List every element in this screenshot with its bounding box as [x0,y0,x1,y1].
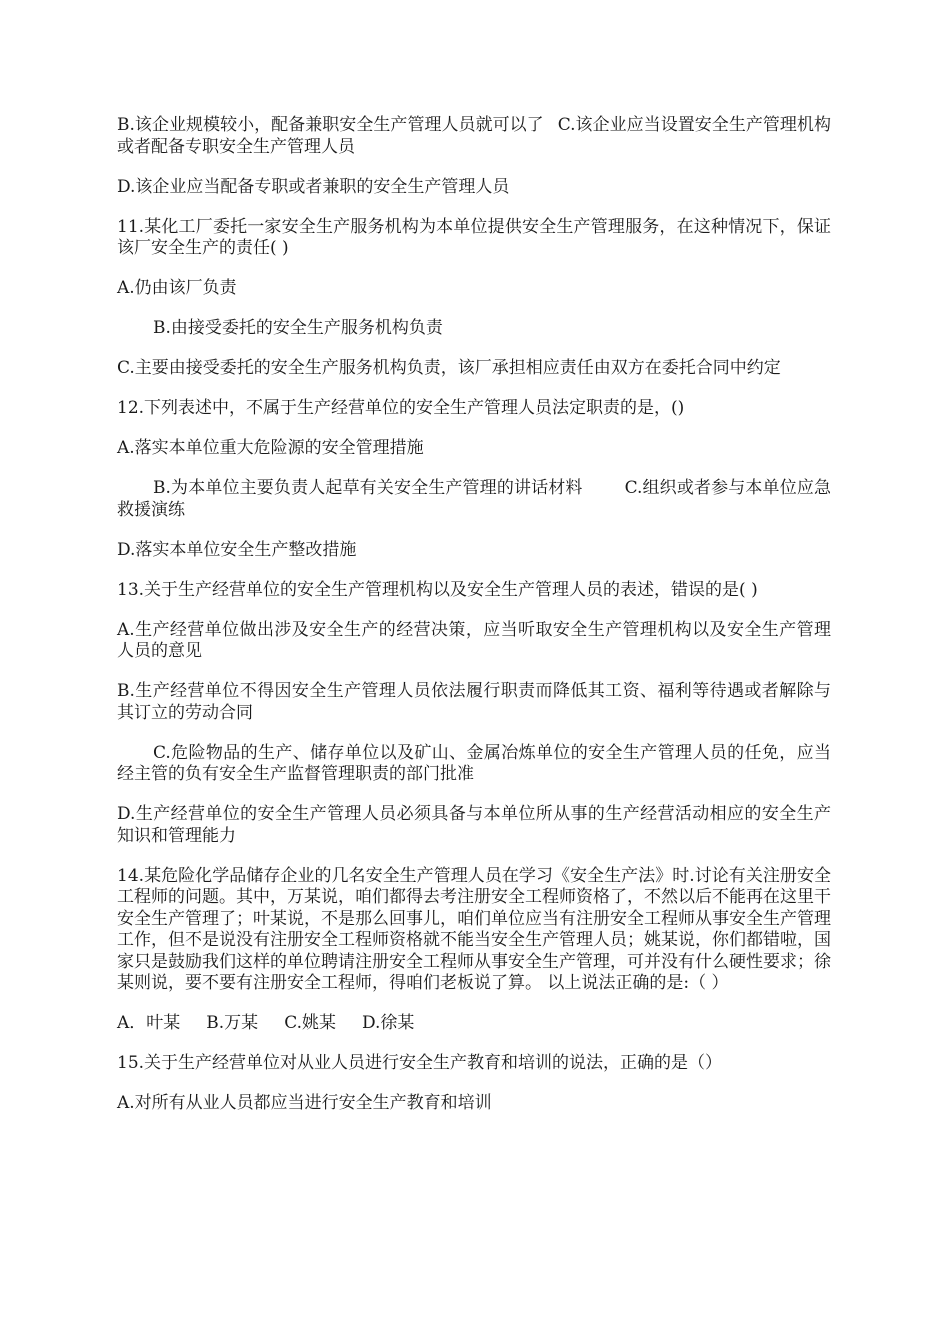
question-13-option-a: A.生产经营单位做出涉及安全生产的经营决策，应当听取安全生产管理机构以及安全生产管理人员的意见 [117,619,831,661]
question-14-option-a: A．叶某 [117,1013,181,1033]
question-12: 12.下列表述中，不属于生产经营单位的安全生产管理人员法定职责的是，() [117,398,685,418]
question-15: 15.关于生产经营单位对从业人员进行安全生产教育和培训的说法，正确的是（） [117,1053,723,1073]
option-d-text: D.该企业应当配备专职或者兼职的安全生产管理人员 [117,176,510,197]
question-13-option-c: C.危险物品的生产、储存单位以及矿山、金属冶炼单位的安全生产管理人员的任免，应当经主管的负有安全生产监督管理职责的部门批准 [117,742,831,784]
question-14-option-b: B.万某 [206,1013,259,1033]
question-11: 11.某化工厂委托一家安全生产服务机构为本单位提供安全生产管理服务，在这种情况下，保证该厂安全生产的责任( ) [117,216,831,258]
question-13: 13.关于生产经营单位的安全生产管理机构以及安全生产管理人员的表述，错误的是( ) [117,579,758,600]
document-body [117,115,831,1133]
question-11-option-a: A.仍由该厂负责 [117,278,237,298]
question-12-option-c: C.组织或者参与本单位应急救援演练 [117,478,831,520]
question-14-option-c: C.姚某 [284,1013,336,1033]
question-13-option-d: D.生产经营单位的安全生产管理人员必须具备与本单位所从事的生产经营活动相应的安全生产知识和管理能力 [117,804,831,846]
question-14-option-d: D.徐某 [362,1013,415,1033]
question-12-options-bc [117,478,831,521]
question-12-option-a: A.落实本单位重大危险源的安全管理措施 [117,438,424,458]
question-13-option-b: B.生产经营单位不得因安全生产管理人员依法履行职责而降低其工资、福利等待遇或者解除与其订立的劳动合同 [117,681,831,723]
option-paragraph [117,115,831,158]
question-11-option-c: C.主要由接受委托的安全生产服务机构负责，该厂承担相应责任由双方在委托合同中约定 [117,358,781,378]
option-c-text: C.该企业应当设置安全生产管理机构或者配备专职安全生产管理人员 [117,115,831,157]
option-b-text: B.该企业规模较小，配备兼职安全生产管理人员就可以了 [117,115,544,135]
question-14: 14.某危险化学品储存企业的几名安全生产管理人员在学习《安全生产法》时.讨论有关注册安全工程师的问题。其中，万某说，咱们都得去考注册安全工程师资格了，不然以后不能再在这里干安全生产管理了；叶某说，不是那么回事儿，咱们单位应当有注册安全工程师从事安全生产管理工作，但不是说没有注册安全工程师资格就不能当安全生产管理人员；姚某说，你们都错啦，国家只是鼓励我们这样的单位聘请注册安全工程师从事安全生产管理，可并没有什么硬性要求；徐某则说，要不要有注册安全工程师，得咱们老板说了算。 以上说法正确的是:（ ） [117,865,831,993]
question-14-options [117,1013,831,1035]
question-12-option-b: B.为本单位主要负责人起草有关安全生产管理的讲话材料 [153,478,583,498]
question-11-option-b: B.由接受委托的安全生产服务机构负责 [153,318,443,338]
question-12-option-d: D.落实本单位安全生产整改措施 [117,539,357,560]
question-15-option-a: A.对所有从业人员都应当进行安全生产教育和培训 [117,1093,492,1113]
